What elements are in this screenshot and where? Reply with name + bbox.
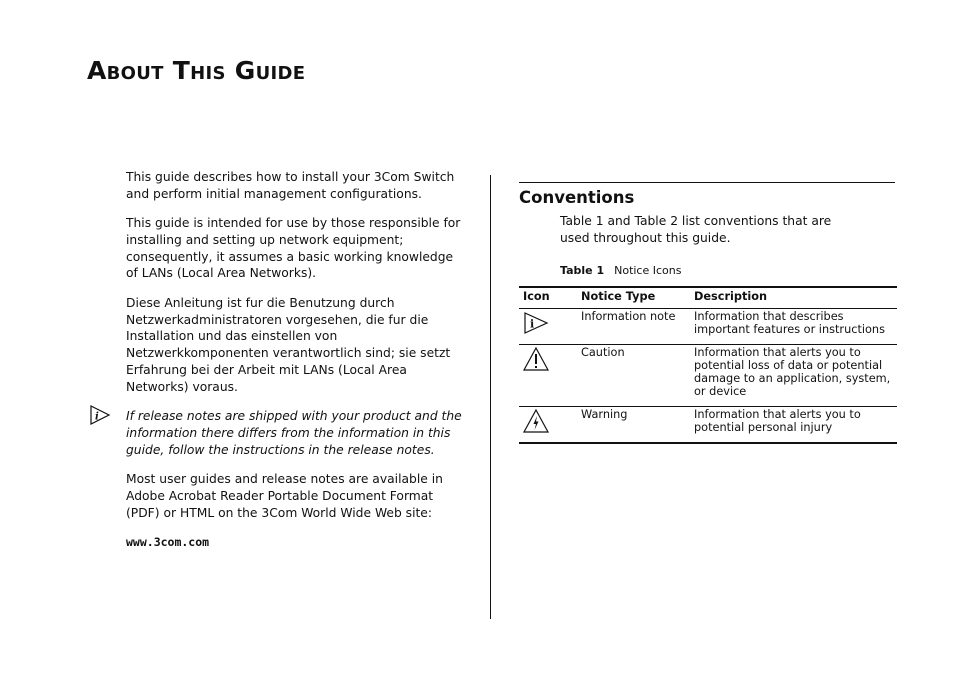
table-row xyxy=(519,308,897,344)
conventions-intro: Table 1 and Table 2 list conventions that are used throughout this guide. xyxy=(560,214,832,245)
caution-icon xyxy=(523,346,549,372)
table-caption-number: Table 1 xyxy=(560,263,605,277)
row-icon-cell xyxy=(519,344,577,406)
row-icon-cell xyxy=(519,308,577,344)
row-description: Information that alerts you to potential personal injury xyxy=(690,406,897,443)
conventions-section xyxy=(519,182,897,444)
table-row xyxy=(519,344,897,406)
warning-icon xyxy=(523,408,549,434)
conventions-heading: Conventions xyxy=(519,188,635,207)
pdf-availability-paragraph: Most user guides and release notes are available in Adobe Acrobat Reader Portable Document Format (PDF) or HTML on the 3Com World Wide Web site: xyxy=(126,471,443,520)
table-caption xyxy=(560,264,897,278)
table-row xyxy=(519,406,897,443)
row-description: Information that describes important features or instructions xyxy=(690,308,897,344)
row-notice-type: Information note xyxy=(577,308,690,344)
table-header-row xyxy=(519,287,897,309)
svg-text:i: i xyxy=(95,411,99,423)
german-audience-paragraph: Diese Anleitung ist fur die Benutzung durch Netzwerkadministratoren vorgesehen, die fur die Installation und das einstellen von Netzwerkkomponenten verantwortlich sind; sie setzt Erfahrung bei der Arbeit mit LANs (Local Area Networks) voraus. xyxy=(126,295,451,394)
header-notice-type: Notice Type xyxy=(577,287,690,309)
information-note-icon xyxy=(89,404,111,426)
intro-paragraph: This guide describes how to install your 3Com Switch and perform initial management configurations. xyxy=(126,170,455,201)
table-caption-title: Notice Icons xyxy=(614,263,682,277)
svg-text:i: i xyxy=(530,317,535,331)
header-icon: Icon xyxy=(519,287,577,309)
audience-paragraph: This guide is intended for use by those responsible for installing and setting up network equipment; consequently, it assumes a basic working knowledge of LANs (Local Area Networks). xyxy=(126,216,461,281)
row-icon-cell xyxy=(519,406,577,443)
website-url[interactable]: www.3com.com xyxy=(126,534,210,549)
section-rule xyxy=(519,182,895,183)
information-note-icon xyxy=(523,310,549,336)
row-notice-type: Warning xyxy=(577,406,690,443)
header-description: Description xyxy=(690,287,897,309)
notice-icons-table xyxy=(519,286,897,444)
page-title: About This Guide xyxy=(87,56,306,85)
row-notice-type: Caution xyxy=(577,344,690,406)
row-description: Information that alerts you to potential loss of data or potential damage to an application, system, or device xyxy=(690,344,897,406)
release-notes-note xyxy=(95,408,462,458)
column-divider xyxy=(490,175,491,619)
note-text: If release notes are shipped with your product and the information there differs from the information in this guide, follow the instructions in the release notes. xyxy=(126,409,462,457)
intro-column xyxy=(95,169,462,550)
